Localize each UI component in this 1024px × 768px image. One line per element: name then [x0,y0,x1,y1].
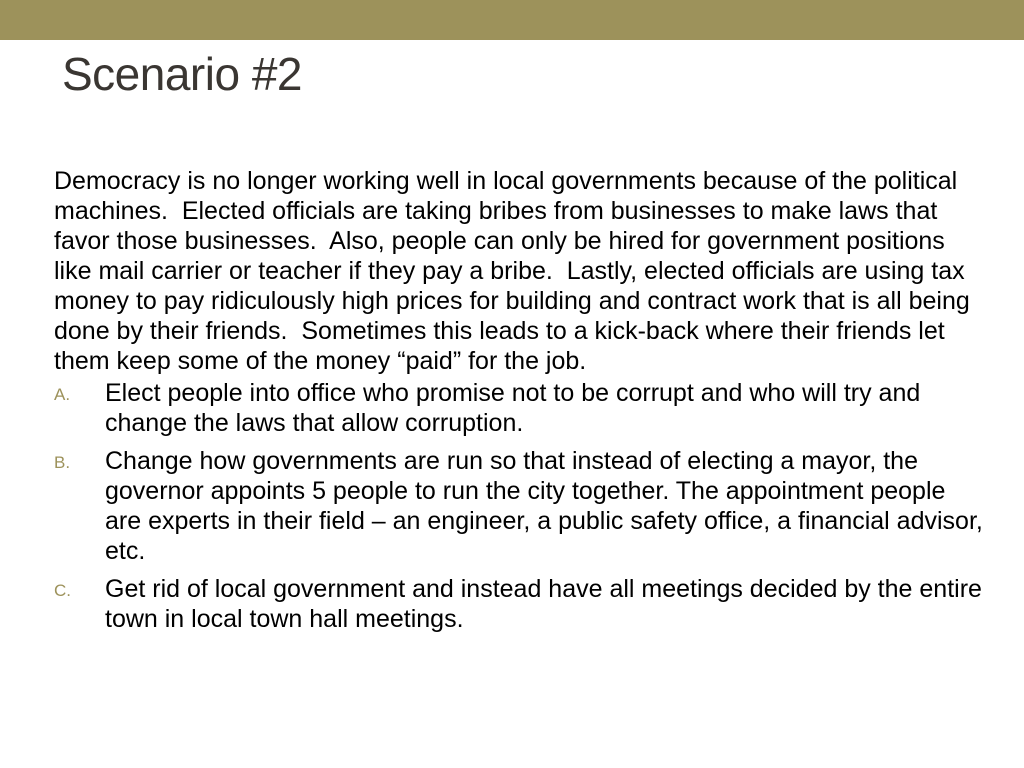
intro-paragraph: Democracy is no longer working well in local governments because of the political machines. Elected officials are taking bribes from businesses to make laws that favor those businesses. Also, people can only be hired for government positions like mail carrier or teacher if they pay a bribe. Lastly, elected officials are using tax money to pay ridiculously high prices for building and contract work that is all being done by their friends. Sometimes this leads to a kick-back where their friends let them keep some of the money “paid” for the job. [54,167,977,375]
options-list [54,378,984,634]
option-a-text: Elect people into office who promise not to be corrupt and who will try and change the laws that allow corruption. [105,379,921,437]
option-c-text: Get rid of local government and instead have all meetings decided by the entire town in local town hall meetings. [105,575,982,633]
slide-content [54,166,984,642]
slide-title: Scenario #2 [62,48,302,100]
option-c-marker: C. [54,581,71,600]
option-b-marker: B. [54,453,71,472]
option-a [54,378,984,438]
option-a-marker: A. [54,385,71,404]
option-b-text: Change how governments are run so that instead of electing a mayor, the governor appoints 5 people to run the city together. The appointment people are experts in their field – an engineer, a public safety office, a financial advisor, etc. [105,447,983,565]
option-b [54,446,984,566]
header-bar [0,0,1024,40]
option-c [54,574,984,634]
